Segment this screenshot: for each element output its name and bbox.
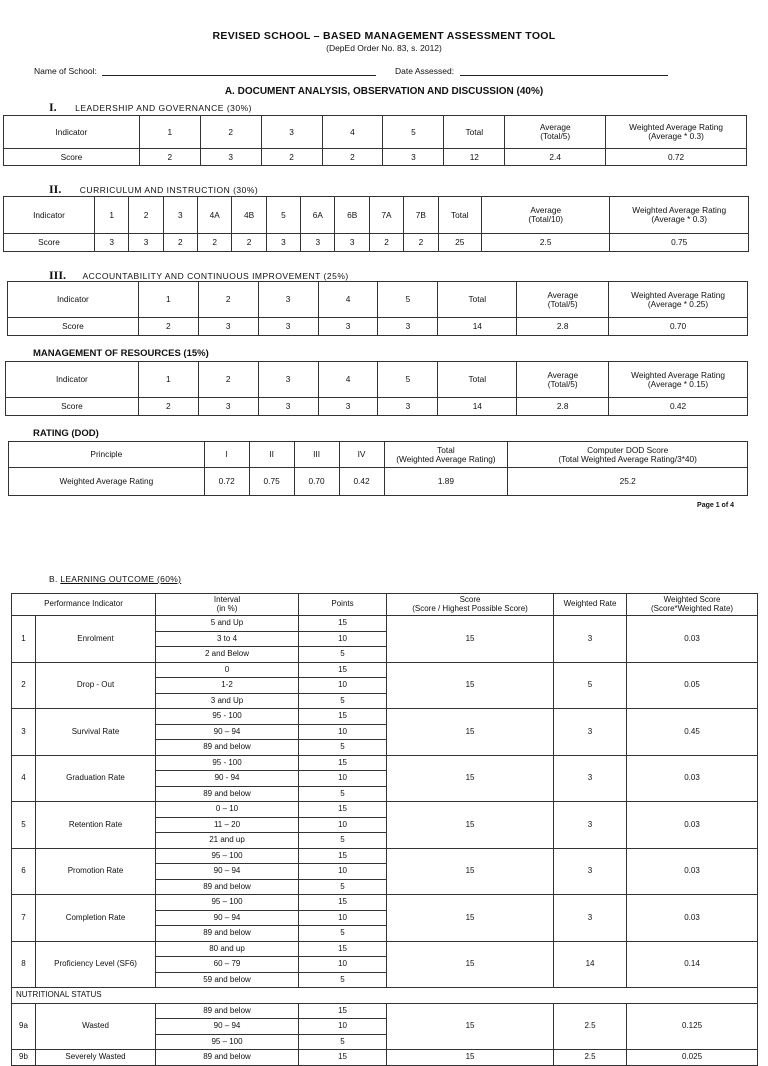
score-value: 15 bbox=[387, 1050, 554, 1066]
dod-header bbox=[508, 442, 748, 468]
performance-indicator-header: Performance Indicator bbox=[12, 594, 156, 616]
score-cell: 3 bbox=[378, 318, 438, 336]
score-cell: 2 bbox=[404, 234, 438, 252]
name-of-school-label: Name of School: bbox=[34, 66, 97, 76]
date-assessed-label: Date Assessed: bbox=[395, 66, 455, 76]
weighted-score-value: 0.125 bbox=[627, 1003, 758, 1050]
indicator-cell: 7B bbox=[404, 197, 438, 234]
score-cell: 3 bbox=[378, 398, 438, 416]
points-cell: 10 bbox=[299, 678, 387, 694]
indicator-name: Completion Rate bbox=[36, 895, 156, 942]
score-cell: 3 bbox=[301, 234, 335, 252]
learning-outcome-header-row bbox=[12, 594, 758, 616]
score-cell: 2 bbox=[138, 318, 198, 336]
indicator-cell: 3 bbox=[261, 116, 322, 149]
indicator-cell: 6B bbox=[335, 197, 369, 234]
score-cell: 2 bbox=[322, 149, 383, 166]
points-cell: 5 bbox=[299, 647, 387, 663]
weighted-rate-value: 3 bbox=[554, 755, 627, 802]
learning-outcome-row bbox=[12, 1050, 758, 1066]
total-value: 14 bbox=[438, 318, 517, 336]
lo-score-label: Score bbox=[459, 595, 481, 605]
indicator-name: Proficiency Level (SF6) bbox=[36, 941, 156, 988]
part2-table bbox=[3, 196, 749, 252]
interval-cell: 3 to 4 bbox=[156, 631, 299, 647]
points-cell: 15 bbox=[299, 941, 387, 957]
interval-cell: 60 – 79 bbox=[156, 957, 299, 973]
interval-cell: 21 and up bbox=[156, 833, 299, 849]
part2-score-row bbox=[4, 234, 749, 252]
nutritional-status-row bbox=[12, 988, 758, 1004]
indicator-number: 9b bbox=[12, 1050, 36, 1066]
indicator-number: 9a bbox=[12, 1003, 36, 1050]
indicator-header: Indicator bbox=[6, 362, 139, 398]
rating-row-label: Weighted Average Rating bbox=[9, 468, 205, 496]
indicator-cell: 4A bbox=[198, 197, 232, 234]
part3-table bbox=[7, 281, 748, 336]
indicator-name: Retention Rate bbox=[36, 802, 156, 849]
points-cell: 5 bbox=[299, 1034, 387, 1050]
rating-table bbox=[8, 441, 748, 496]
section-b-heading bbox=[49, 574, 181, 584]
lo-score-header bbox=[387, 594, 554, 616]
interval-cell: 0 – 10 bbox=[156, 802, 299, 818]
indicator-name: Enrolment bbox=[36, 616, 156, 663]
indicator-name: Wasted bbox=[36, 1003, 156, 1050]
indicator-cell: 1 bbox=[94, 197, 128, 234]
points-header: Points bbox=[299, 594, 387, 616]
score-value: 15 bbox=[387, 1003, 554, 1050]
interval-cell: 89 and below bbox=[156, 1003, 299, 1019]
weighted-rate-value: 3 bbox=[554, 848, 627, 895]
points-cell: 5 bbox=[299, 926, 387, 942]
interval-cell: 90 – 94 bbox=[156, 724, 299, 740]
principle-cell: IV bbox=[339, 442, 384, 468]
interval-cell: 59 and below bbox=[156, 972, 299, 988]
part3-numeral: III. bbox=[49, 268, 67, 282]
average-formula: (Total/5) bbox=[540, 131, 571, 141]
points-cell: 10 bbox=[299, 1019, 387, 1035]
score-value: 15 bbox=[387, 709, 554, 756]
indicator-header: Indicator bbox=[4, 116, 140, 149]
weighted-score-value: 0.03 bbox=[627, 895, 758, 942]
weighted-score-value: 0.025 bbox=[627, 1050, 758, 1066]
score-cell: 3 bbox=[318, 318, 378, 336]
interval-cell: 95 - 100 bbox=[156, 709, 299, 725]
weighted-rate-value: 3 bbox=[554, 802, 627, 849]
part4-table bbox=[5, 361, 748, 416]
war-label: Weighted Average Rating bbox=[631, 289, 725, 300]
principle-cell: II bbox=[249, 442, 294, 468]
total-value: 25 bbox=[438, 234, 481, 252]
points-cell: 15 bbox=[299, 662, 387, 678]
weighted-score-value: 0.45 bbox=[627, 709, 758, 756]
points-cell: 15 bbox=[299, 755, 387, 771]
average-label: Average bbox=[547, 289, 579, 300]
score-cell: 2 bbox=[261, 149, 322, 166]
indicator-name: Drop - Out bbox=[36, 662, 156, 709]
score-cell: 2 bbox=[163, 234, 197, 252]
interval-cell: 90 – 94 bbox=[156, 910, 299, 926]
points-cell: 10 bbox=[299, 631, 387, 647]
rating-value: 0.72 bbox=[204, 468, 249, 496]
indicator-cell: 3 bbox=[258, 282, 318, 318]
war-formula: (Average * 0.15) bbox=[647, 378, 709, 389]
weighted-rate-value: 3 bbox=[554, 616, 627, 663]
score-cell: 3 bbox=[198, 318, 258, 336]
learning-outcome-row bbox=[12, 895, 758, 911]
war-formula: (Average * 0.3) bbox=[648, 131, 704, 141]
indicator-name: Promotion Rate bbox=[36, 848, 156, 895]
interval-cell: 89 and below bbox=[156, 740, 299, 756]
indicator-cell: 4 bbox=[318, 282, 378, 318]
interval-cell: 90 - 94 bbox=[156, 771, 299, 787]
rating-total-value: 1.89 bbox=[384, 468, 508, 496]
interval-cell: 11 – 20 bbox=[156, 817, 299, 833]
score-header: Score bbox=[4, 234, 95, 252]
part2-numeral: II. bbox=[49, 182, 62, 196]
indicator-name: Survival Rate bbox=[36, 709, 156, 756]
rating-total-sub: (Weighted Average Rating) bbox=[396, 453, 496, 464]
weighted-rate-value: 2.5 bbox=[554, 1050, 627, 1066]
interval-cell: 89 and below bbox=[156, 786, 299, 802]
page-number: Page 1 of 4 bbox=[697, 502, 734, 509]
points-cell: 10 bbox=[299, 864, 387, 880]
part4-title: MANAGEMENT OF RESOURCES (15%) bbox=[33, 348, 209, 359]
interval-cell: 0 bbox=[156, 662, 299, 678]
indicator-number: 3 bbox=[12, 709, 36, 756]
learning-outcome-row bbox=[12, 802, 758, 818]
points-cell: 10 bbox=[299, 817, 387, 833]
score-cell: 2 bbox=[369, 234, 403, 252]
learning-outcome-row bbox=[12, 755, 758, 771]
average-header bbox=[505, 116, 606, 149]
interval-cell: 95 – 100 bbox=[156, 848, 299, 864]
date-assessed-field[interactable] bbox=[460, 75, 668, 76]
score-value: 15 bbox=[387, 616, 554, 663]
learning-outcome-row bbox=[12, 616, 758, 632]
average-value: 2.4 bbox=[505, 149, 606, 166]
interval-label: Interval bbox=[213, 595, 241, 605]
rating-header-row bbox=[9, 442, 748, 468]
weighted-score-value: 0.14 bbox=[627, 941, 758, 988]
average-formula: (Total/10) bbox=[528, 214, 563, 224]
interval-unit: (in %) bbox=[216, 603, 238, 613]
indicator-cell: 1 bbox=[138, 282, 198, 318]
rating-total-header bbox=[384, 442, 508, 468]
learning-outcome-table bbox=[11, 593, 758, 1066]
indicator-number: 4 bbox=[12, 755, 36, 802]
score-value: 15 bbox=[387, 941, 554, 988]
score-header: Score bbox=[6, 398, 139, 416]
indicator-cell: 2 bbox=[198, 362, 258, 398]
indicator-number: 2 bbox=[12, 662, 36, 709]
name-of-school-field[interactable] bbox=[102, 75, 376, 76]
average-value: 2.8 bbox=[517, 318, 609, 336]
principle-cell: I bbox=[204, 442, 249, 468]
indicator-number: 8 bbox=[12, 941, 36, 988]
points-cell: 5 bbox=[299, 740, 387, 756]
interval-header bbox=[156, 594, 299, 616]
principle-cell: III bbox=[294, 442, 339, 468]
nutritional-status-label: NUTRITIONAL STATUS bbox=[12, 988, 758, 1004]
average-formula: (Total/5) bbox=[547, 378, 578, 389]
learning-outcome-row bbox=[12, 848, 758, 864]
interval-cell: 2 and Below bbox=[156, 647, 299, 663]
document-subtitle: (DepEd Order No. 83, s. 2012) bbox=[326, 43, 442, 53]
war-formula: (Average * 0.3) bbox=[651, 214, 708, 224]
points-cell: 10 bbox=[299, 910, 387, 926]
interval-cell: 95 – 100 bbox=[156, 895, 299, 911]
principle-header: Principle bbox=[9, 442, 205, 468]
points-cell: 5 bbox=[299, 693, 387, 709]
score-cell: 3 bbox=[198, 398, 258, 416]
interval-cell: 90 – 94 bbox=[156, 864, 299, 880]
average-header bbox=[517, 282, 609, 318]
points-cell: 5 bbox=[299, 786, 387, 802]
score-cell: 3 bbox=[200, 149, 261, 166]
points-cell: 15 bbox=[299, 895, 387, 911]
war-header bbox=[609, 282, 748, 318]
war-value: 0.42 bbox=[609, 398, 748, 416]
indicator-cell: 7A bbox=[369, 197, 403, 234]
part1-heading bbox=[49, 98, 252, 116]
indicator-cell: 3 bbox=[258, 362, 318, 398]
points-cell: 5 bbox=[299, 972, 387, 988]
total-header: Total bbox=[438, 282, 517, 318]
average-formula: (Total/5) bbox=[547, 298, 578, 309]
points-cell: 10 bbox=[299, 957, 387, 973]
learning-outcome-row bbox=[12, 1003, 758, 1019]
points-cell: 5 bbox=[299, 879, 387, 895]
interval-cell: 3 and Up bbox=[156, 693, 299, 709]
indicator-cell: 2 bbox=[200, 116, 261, 149]
score-cell: 3 bbox=[258, 398, 318, 416]
score-cell: 3 bbox=[258, 318, 318, 336]
interval-cell: 1-2 bbox=[156, 678, 299, 694]
average-header bbox=[517, 362, 609, 398]
weighted-rate-header: Weighted Rate bbox=[554, 594, 627, 616]
score-value: 15 bbox=[387, 895, 554, 942]
part1-title: LEADERSHIP AND GOVERNANCE (30%) bbox=[75, 103, 253, 113]
weighted-score-formula: (Score*Weighted Rate) bbox=[650, 603, 734, 613]
dod-formula: (Total Weighted Average Rating/3*40) bbox=[558, 453, 697, 464]
rating-title: RATING (DOD) bbox=[33, 428, 99, 439]
points-cell: 15 bbox=[299, 802, 387, 818]
points-cell: 15 bbox=[299, 616, 387, 632]
score-cell: 2 bbox=[232, 234, 266, 252]
points-cell: 10 bbox=[299, 724, 387, 740]
average-value: 2.5 bbox=[482, 234, 610, 252]
points-cell: 15 bbox=[299, 1003, 387, 1019]
section-b-prefix: B. bbox=[49, 574, 58, 584]
section-b-title: LEARNING OUTCOME (60%) bbox=[60, 574, 182, 584]
indicator-name: Graduation Rate bbox=[36, 755, 156, 802]
score-value: 15 bbox=[387, 802, 554, 849]
indicator-cell: 4 bbox=[318, 362, 378, 398]
weighted-score-header bbox=[627, 594, 758, 616]
score-cell: 2 bbox=[198, 234, 232, 252]
interval-cell: 89 and below bbox=[156, 926, 299, 942]
weighted-score-value: 0.03 bbox=[627, 802, 758, 849]
score-cell: 3 bbox=[266, 234, 300, 252]
rating-total-label: Total bbox=[437, 444, 455, 455]
part2-header-row bbox=[4, 197, 749, 234]
rating-value: 0.42 bbox=[339, 468, 384, 496]
part1-numeral: I. bbox=[49, 100, 57, 114]
indicator-number: 6 bbox=[12, 848, 36, 895]
points-cell: 5 bbox=[299, 833, 387, 849]
total-header: Total bbox=[444, 116, 505, 149]
interval-cell: 95 - 100 bbox=[156, 755, 299, 771]
indicator-number: 7 bbox=[12, 895, 36, 942]
interval-cell: 89 and below bbox=[156, 879, 299, 895]
weighted-score-value: 0.03 bbox=[627, 848, 758, 895]
weighted-score-value: 0.03 bbox=[627, 616, 758, 663]
score-value: 15 bbox=[387, 848, 554, 895]
indicator-number: 1 bbox=[12, 616, 36, 663]
score-cell: 3 bbox=[335, 234, 369, 252]
indicator-cell: 3 bbox=[163, 197, 197, 234]
indicator-cell: 5 bbox=[378, 362, 438, 398]
part1-header-row bbox=[4, 116, 747, 149]
indicator-number: 5 bbox=[12, 802, 36, 849]
interval-cell: 89 and below bbox=[156, 1050, 299, 1066]
indicator-header: Indicator bbox=[8, 282, 139, 318]
interval-cell: 90 – 94 bbox=[156, 1019, 299, 1035]
war-formula: (Average * 0.25) bbox=[647, 298, 709, 309]
indicator-cell: 5 bbox=[378, 282, 438, 318]
indicator-name: Severely Wasted bbox=[36, 1050, 156, 1066]
score-value: 15 bbox=[387, 755, 554, 802]
part4-score-row bbox=[6, 398, 748, 416]
average-label: Average bbox=[530, 205, 562, 216]
part4-header-row bbox=[6, 362, 748, 398]
score-cell: 3 bbox=[94, 234, 128, 252]
part3-title: ACCOUNTABILITY AND CONTINUOUS IMPROVEMENT (25%) bbox=[82, 271, 349, 281]
score-cell: 3 bbox=[318, 398, 378, 416]
interval-cell: 80 and up bbox=[156, 941, 299, 957]
weighted-rate-value: 3 bbox=[554, 895, 627, 942]
part2-title: CURRICULUM AND INSTRUCTION (30%) bbox=[79, 185, 259, 195]
score-cell: 3 bbox=[129, 234, 163, 252]
weighted-rate-value: 14 bbox=[554, 941, 627, 988]
total-value: 12 bbox=[444, 149, 505, 166]
average-label: Average bbox=[547, 369, 579, 380]
dod-label: Computer DOD Score bbox=[587, 444, 669, 455]
total-header: Total bbox=[438, 362, 517, 398]
indicator-cell: 4B bbox=[232, 197, 266, 234]
war-header bbox=[606, 116, 747, 149]
part1-score-row bbox=[4, 149, 747, 166]
score-value: 15 bbox=[387, 662, 554, 709]
learning-outcome-row bbox=[12, 662, 758, 678]
score-cell: 2 bbox=[138, 398, 198, 416]
weighted-rate-value: 2.5 bbox=[554, 1003, 627, 1050]
score-cell: 3 bbox=[383, 149, 444, 166]
indicator-cell: 6A bbox=[301, 197, 335, 234]
interval-cell: 95 – 100 bbox=[156, 1034, 299, 1050]
part3-score-row bbox=[8, 318, 748, 336]
section-a-title: A. DOCUMENT ANALYSIS, OBSERVATION AND DISCUSSION (40%) bbox=[224, 86, 544, 97]
score-header: Score bbox=[8, 318, 139, 336]
points-cell: 15 bbox=[299, 1050, 387, 1066]
learning-outcome-row bbox=[12, 709, 758, 725]
score-cell: 2 bbox=[139, 149, 200, 166]
part1-table bbox=[3, 115, 747, 166]
points-cell: 10 bbox=[299, 771, 387, 787]
rating-value-row bbox=[9, 468, 748, 496]
score-header: Score bbox=[4, 149, 140, 166]
part3-header-row bbox=[8, 282, 748, 318]
war-header bbox=[610, 197, 749, 234]
dod-score-value: 25.2 bbox=[508, 468, 748, 496]
average-header bbox=[482, 197, 610, 234]
indicator-header: Indicator bbox=[4, 197, 95, 234]
indicator-cell: 4 bbox=[322, 116, 383, 149]
war-label: Weighted Average Rating bbox=[629, 122, 723, 133]
total-value: 14 bbox=[438, 398, 517, 416]
weighted-score-value: 0.03 bbox=[627, 755, 758, 802]
war-label: Weighted Average Rating bbox=[631, 369, 725, 380]
indicator-cell: 2 bbox=[129, 197, 163, 234]
learning-outcome-row bbox=[12, 941, 758, 957]
interval-cell: 5 and Up bbox=[156, 616, 299, 632]
indicator-cell: 5 bbox=[266, 197, 300, 234]
war-value: 0.70 bbox=[609, 318, 748, 336]
lo-score-formula: (Score / Highest Possible Score) bbox=[412, 603, 528, 613]
document-title: REVISED SCHOOL – BASED MANAGEMENT ASSESSMENT TOOL bbox=[212, 30, 556, 42]
rating-value: 0.75 bbox=[249, 468, 294, 496]
points-cell: 15 bbox=[299, 709, 387, 725]
weighted-score-value: 0.05 bbox=[627, 662, 758, 709]
weighted-rate-value: 3 bbox=[554, 709, 627, 756]
weighted-rate-value: 5 bbox=[554, 662, 627, 709]
indicator-cell: 5 bbox=[383, 116, 444, 149]
war-label: Weighted Average Rating bbox=[632, 205, 727, 216]
average-label: Average bbox=[539, 122, 571, 133]
war-value: 0.75 bbox=[610, 234, 749, 252]
total-header: Total bbox=[438, 197, 481, 234]
points-cell: 15 bbox=[299, 848, 387, 864]
war-value: 0.72 bbox=[606, 149, 747, 166]
average-value: 2.8 bbox=[517, 398, 609, 416]
indicator-cell: 1 bbox=[138, 362, 198, 398]
rating-value: 0.70 bbox=[294, 468, 339, 496]
indicator-cell: 2 bbox=[198, 282, 258, 318]
weighted-score-label: Weighted Score bbox=[663, 595, 721, 605]
war-header bbox=[609, 362, 748, 398]
indicator-cell: 1 bbox=[139, 116, 200, 149]
